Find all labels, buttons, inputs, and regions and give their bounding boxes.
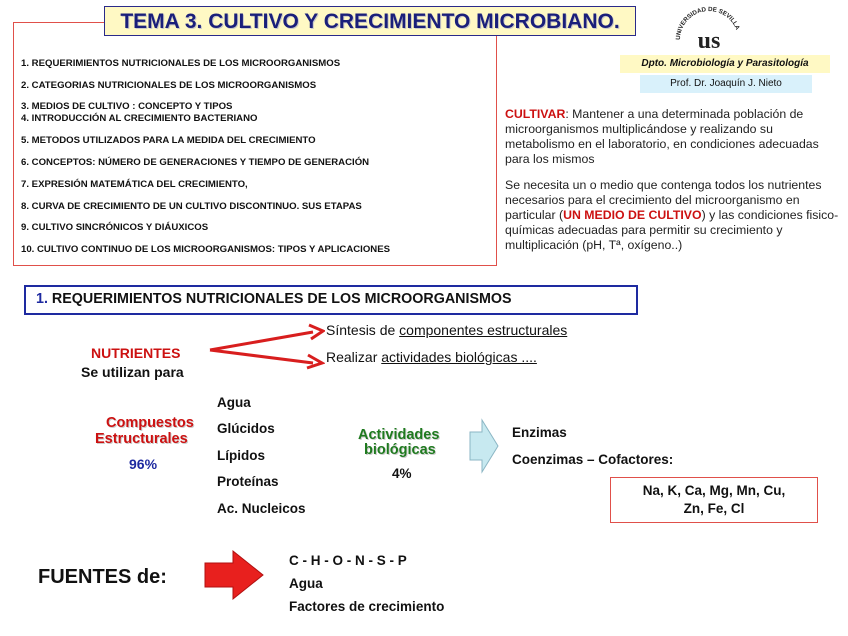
fuentes-item: C - H - O - N - S - P [289, 553, 407, 568]
medium-paragraph [505, 178, 841, 253]
structural-item: Proteínas [217, 474, 279, 489]
cultivar-term: CULTIVAR [505, 107, 566, 121]
fuentes-item: Agua [289, 576, 323, 591]
cofactors-line-2: Zn, Fe, Cl [683, 501, 745, 516]
toc-item: 8. CURVA DE CRECIMIENTO DE UN CULTIVO DISCONTINUO. SUS ETAPAS [21, 201, 362, 212]
cofactors-line-1: Na, K, Ca, Mg, Mn, Cu, [642, 483, 786, 498]
biological-label-1: Actividades [358, 427, 440, 443]
section-title: REQUERIMIENTOS NUTRICIONALES DE LOS MICROORGANISMOS [47, 291, 512, 307]
professor-label: Prof. Dr. Joaquín J. Nieto [640, 75, 812, 93]
section-number: 1. [36, 291, 48, 307]
toc-item: 7. EXPRESIÓN MATEMÁTICA DEL CRECIMIENTO, [21, 179, 248, 190]
fuentes-label: FUENTES de: [38, 566, 167, 588]
structural-label-1: Compuestos [106, 415, 194, 431]
toc-item: 1. REQUERIMIENTOS NUTRICIONALES DE LOS MICROORGANISMOS [21, 58, 341, 69]
toc-item: 3. MEDIOS DE CULTIVO : CONCEPTO Y TIPOS [21, 101, 233, 112]
nutrientes-label: NUTRIENTES [91, 345, 181, 361]
biological-label-2: biológicas [364, 442, 436, 458]
branch-arrows [205, 320, 325, 370]
biological-item: Enzimas [512, 425, 567, 440]
medium-highlight: UN MEDIO DE CULTIVO [563, 208, 702, 222]
toc-box [13, 22, 497, 266]
toc-item: 6. CONCEPTOS: NÚMERO DE GENERACIONES Y TIEMPO DE GENERACIÓN [21, 157, 370, 168]
toc-item: 9. CULTIVO SINCRÓNICOS Y DIÁUXICOS [21, 222, 209, 233]
nutrientes-sub: Se utilizan para [81, 364, 184, 380]
biological-item: Coenzimas – Cofactores: [512, 452, 674, 467]
toc-item: 5. METODOS UTILIZADOS PARA LA MEDIDA DEL CRECIMIENTO [21, 135, 316, 146]
structural-item: Agua [217, 395, 251, 410]
use-synthesis: Síntesis de componentes estructurales [326, 322, 568, 338]
cofactors-box [610, 477, 818, 523]
university-logo [672, 0, 746, 52]
structural-percent: 96% [129, 456, 158, 472]
structural-item: Glúcidos [217, 421, 275, 436]
structural-item: Ac. Nucleicos [217, 501, 306, 516]
logo-letters: us [697, 28, 721, 52]
structural-item: Lípidos [217, 448, 265, 463]
toc-item: 4. INTRODUCCIÓN AL CRECIMIENTO BACTERIANO [21, 113, 258, 124]
fuentes-item: Factores de crecimiento [289, 599, 445, 614]
medium-text-after: ) y las condiciones fisico-químicas adecuadas para permitir su crecimiento y multiplicación (pH, Tª, oxígeno..) [505, 208, 839, 252]
structural-label-2: Estructurales [95, 431, 188, 447]
medium-text-before: Se necesita un o medio que contenga todos los nutrientes necesarios para el crecimiento del microorganismo en particular ( [505, 178, 822, 222]
red-arrow-icon [203, 549, 265, 601]
biological-percent: 4% [392, 466, 412, 481]
page-title: TEMA 3. CULTIVO Y CRECIMIENTO MICROBIANO. [104, 6, 636, 36]
department-label: Dpto. Microbiología y Parasitología [620, 55, 830, 73]
section-heading [24, 285, 638, 315]
toc-item: 2. CATEGORIAS NUTRICIONALES DE LOS MICROORGANISMOS [21, 80, 317, 91]
cyan-arrow-icon [468, 418, 500, 474]
logo-arc-text: UNIVERSIDAD DE SEVILLA [674, 5, 741, 41]
use-activities: Realizar actividades biológicas .... [326, 349, 537, 365]
cultivar-definition: : Mantener a una determinada población de microorganismos multiplicándose y realizando su metabolismo en el laboratorio, en condiciones adecuadas para los mismos [505, 107, 819, 166]
cultivar-paragraph [505, 107, 841, 167]
toc-item: 10. CULTIVO CONTINUO DE LOS MICROORGANISMOS: TIPOS Y APLICACIONES [21, 244, 391, 255]
